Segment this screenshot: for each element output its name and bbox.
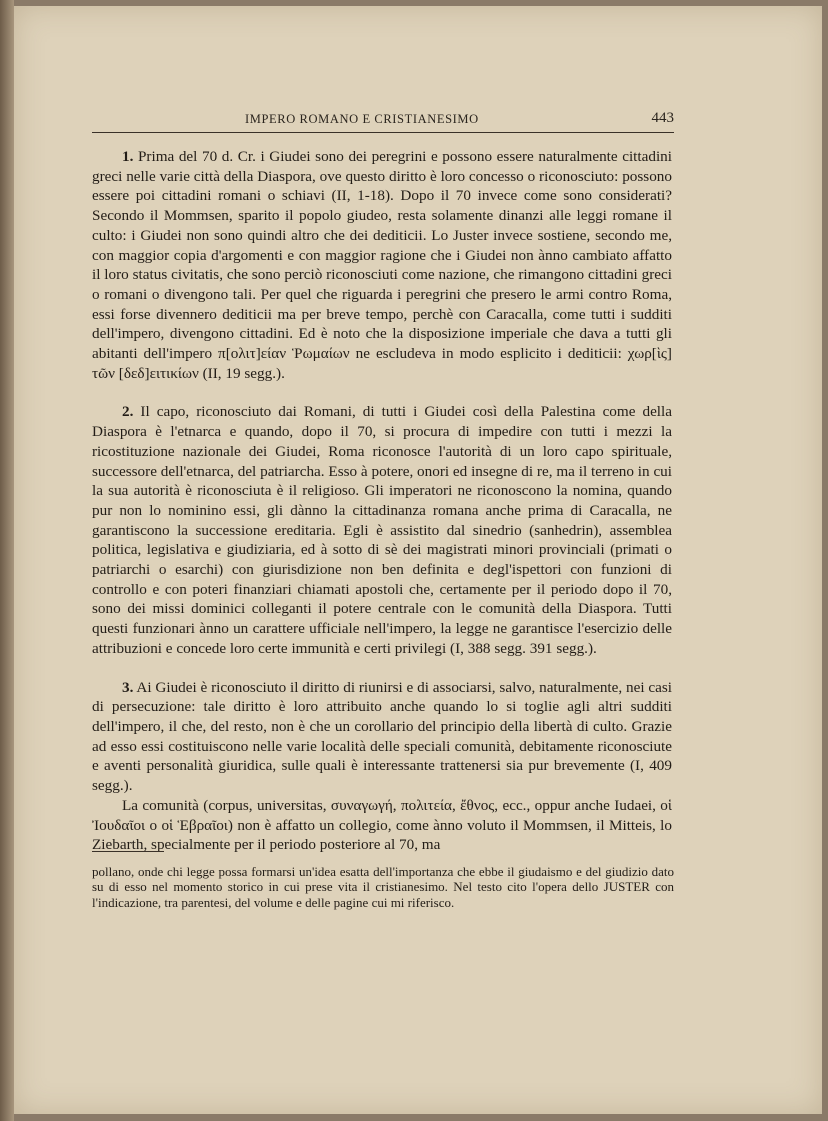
paragraph-number: 1. — [122, 148, 134, 165]
paragraph-text: La comunità (corpus, universitas, συναγωγή, πολιτεία, ἔθνος, ecc., oppur anche Iudaei, οἱ Ἰουδαῖοι o οἱ Ἑβραῖοι) non è affatto un collegio, come ànno voluto il Mommsen, il Mitteis, lo Ziebarth, specialmente per il periodo posteriore al 70, ma — [92, 796, 672, 854]
paragraph-2 — [92, 402, 672, 658]
paragraph-4 — [92, 796, 672, 855]
page-number: 443 — [651, 110, 674, 126]
paragraph-number: 2. — [122, 403, 134, 421]
paragraph-text: Il capo, riconosciuto dai Romani, di tutti i Giudei così della Palestina come della Diaspora è l'etnarca e quando, dopo il 70, si procura di impedire con tutti i mezzi la ricostituzione nazionale dei Giudei, Roma riconosce l'autorità di un loro capo spirituale, successore dell'etnarca, del patriarcha. Esso à potere, onori ed insegne di re, ma il terreno in cui la sua autorità è riconosciuta è il religioso. Gli imperatori ne riconoscono la nomina, quando pur non lo nominino essi, gli dànno la cittadinanza romana anche prima di Caracalla, ne garantiscono la successione ereditaria. Egli è assistito dal sinedrio (sanhedrin), assemblea politica, legislativa e giudiziaria, ed à sotto di sè dei magistrati minori provinciali (primati o patriarchi o esarchi) con giurisdizione non ben definita e degl'ispettori con funzioni di controllo e con poteri finanziari chiamati apostoli che, certamente per il periodo dopo il 70, sono dei missi dominici colleganti il potere centrale con le comunità della Diaspora. Tutti questi funzionari ànno un carattere ufficiale nell'impero, la legge ne garantisce l'esercizio delle attribuzioni e concede loro certe immunità e certi privilegi (I, 388 segg. 391 segg.). — [92, 403, 672, 657]
paragraph-text: Prima del 70 d. Cr. i Giudei sono dei peregrini e possono essere naturalmente cittadini greci nelle varie città della Diaspora, ove questo diritto è loro concesso o riconosciuto: possono essere poi cittadini romani o schiavi (II, 1-18). Dopo il 70 invece come sono considerati? Secondo il Mommsen, sparito il popolo giudeo, resta solamente dinanzi alle leggi romane il culto: i Giudei non sono quindi altro che dei dediticii. Lo Juster invece sostiene, secondo me, con maggior copia d'argomenti e con maggior ragione che i Giudei non ànno cambiato affatto il loro status civitatis, che sono perciò riconosciuti come nazione, che rimangono cittadini greci o romani o divengono tali. Per quel che riguarda i peregrini che presero le armi contro Roma, essi forse divennero dediticii ma per breve tempo, perchè con Caracalla, come tutti i sudditi dell'impero, divengono cittadini. Ed è noto che la disposizione imperiale che dava a tutti gli abitanti dell'impero π[ολιτ]είαν Ῥωμαίων ne escludeva in modo esplicito i dediticii: χωρ[ὶς] τῶν [δεδ]ειτικίων (II, 19 segg.). — [92, 148, 672, 382]
running-header — [92, 110, 674, 133]
running-title: IMPERO ROMANO E CRISTIANESIMO — [245, 112, 479, 126]
footnote-divider — [92, 851, 164, 852]
footnote: pollano, onde chi legge possa formarsi un'idea esatta dell'importanza che ebbe il giudaismo e del giudizio dato su di esso nel momento storico in cui prese vita il cristianesimo. Nel testo cito l'opera dello JUSTER con l'indicazione, tra parentesi, del volume e delle pagine cui mi riferisco. — [92, 864, 674, 910]
paragraph-text: Ai Giudei è riconosciuto il diritto di riunirsi e di associarsi, salvo, naturalmente, nei casi di persecuzione: tale diritto è loro attribuito anche quando lo si toglie agli altri sudditi dell'impero, il che, del resto, non è che un corollario del principio della libertà di culto. Grazie ad esso essi costituiscono nelle varie località delle speciali comunità, debitamente riconosciute e aventi personalità giuridica, sulle quali è interessante trattenersi sia pur brevemente (I, 409 segg.). — [92, 678, 672, 795]
paragraph-number: 3. — [122, 678, 134, 696]
paragraph-3 — [92, 678, 672, 796]
main-text — [92, 147, 672, 855]
book-binding-edge — [0, 0, 14, 1121]
paragraph-1 — [92, 147, 672, 383]
